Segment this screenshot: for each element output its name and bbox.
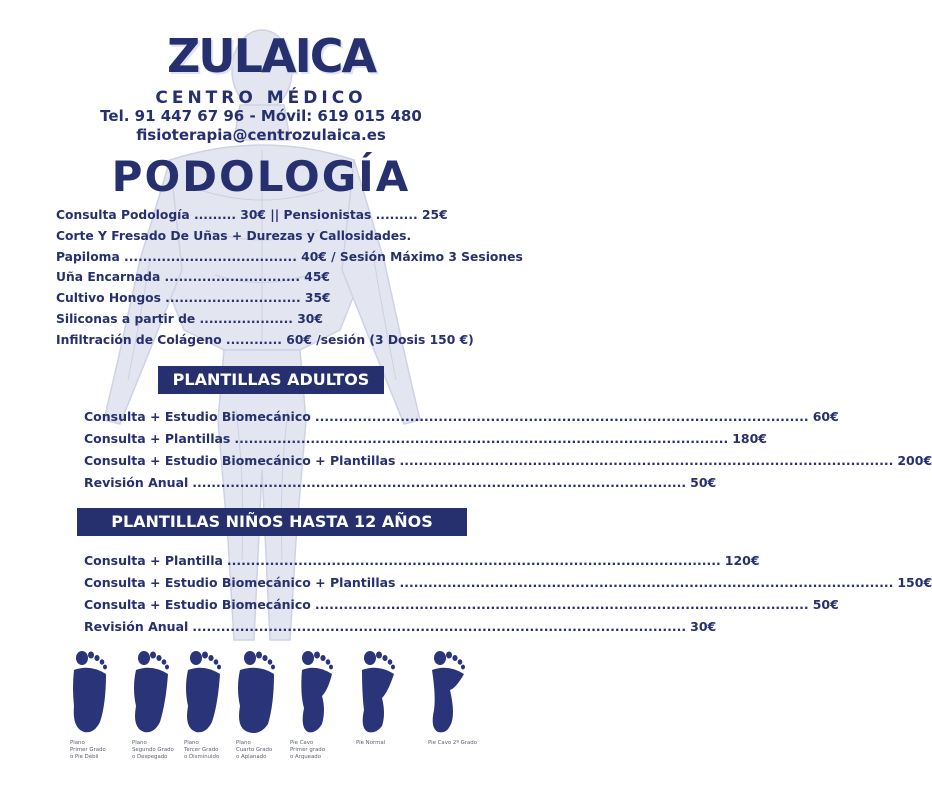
service-line: Papiloma ..................................... 40€ / Sesión Máximo 3 Sesiones [56, 249, 523, 264]
page-title: PODOLOGÍA [111, 152, 411, 201]
footprint-plano-3 [176, 644, 231, 784]
leader-dots: ........................................................................................................ [314, 409, 809, 424]
price-row [84, 409, 839, 431]
footprint-label: Pie Cavo 2º Grado [428, 740, 478, 746]
leader-dots: ........................................................................................................ [192, 475, 687, 490]
leader-dots: ........................................................................................................ [399, 453, 894, 468]
footprint-icon [230, 644, 280, 736]
price-row-label: Consulta + Estudio Biomecánico + Plantillas [84, 575, 396, 590]
price-row [84, 453, 932, 475]
contact-email: fisioterapia@centrozulaica.es [136, 126, 386, 144]
footprint-label: Plano Primer Grado o Pie Débil [70, 740, 106, 760]
footprint-label: Plano Tercer Grado o Disminuido [184, 740, 220, 760]
footprint-label: Plano Segundo Grado o Despegado [132, 740, 174, 760]
leader-dots: ........................................................................................................ [192, 619, 687, 634]
price-row-label: Consulta + Plantilla [84, 553, 223, 568]
contact-phones: Tel. 91 447 67 96 - Móvil: 619 015 480 [100, 107, 422, 125]
price-value: 150€ [897, 575, 932, 590]
zulaica-logo [160, 28, 382, 84]
footprint-plano-2 [122, 644, 177, 784]
price-value: 30€ [690, 619, 717, 634]
price-value: 180€ [732, 431, 768, 446]
price-row [84, 619, 717, 641]
leader-dots: ........................................................................................................ [234, 431, 729, 446]
price-row [84, 553, 760, 575]
footprint-icon [176, 644, 226, 736]
price-row [84, 575, 932, 597]
price-value: 120€ [724, 553, 760, 568]
footprint-icon [420, 644, 470, 736]
footprint-normal [350, 644, 405, 784]
price-value: 50€ [812, 597, 839, 612]
section-heading-ninos: PLANTILLAS NIÑOS HASTA 12 AÑOS [77, 508, 467, 536]
footprint-icon [60, 644, 110, 736]
footprint-icon [350, 644, 400, 736]
footprint-label: Pie Normal [356, 740, 386, 746]
leader-dots: ........................................................................................................ [314, 597, 809, 612]
price-value: 50€ [690, 475, 717, 490]
price-row [84, 475, 717, 497]
price-row-label: Consulta + Estudio Biomecánico [84, 409, 311, 424]
section-heading-adultos: PLANTILLAS ADULTOS [158, 366, 384, 394]
price-list-adultos [84, 409, 932, 497]
footprint-plano-4 [230, 644, 285, 784]
price-row [84, 431, 768, 453]
price-row-label: Revisión Anual [84, 619, 189, 634]
price-row-label: Revisión Anual [84, 475, 189, 490]
footprint-plano-1 [60, 644, 115, 784]
price-row-label: Consulta + Plantillas [84, 431, 231, 446]
footprint-label: Plano Cuarto Grado o Aplanado [236, 740, 273, 760]
price-list-ninos [84, 553, 932, 641]
footprint-cavo-1 [288, 644, 343, 784]
price-row-label: Consulta + Estudio Biomecánico + Plantillas [84, 453, 396, 468]
logo-text: ZULAICA [166, 29, 376, 83]
price-row [84, 597, 839, 619]
service-line: Infiltración de Colágeno ............ 60€ /sesión (3 Dosis 150 €) [56, 332, 474, 347]
footprint-cavo-2 [420, 644, 475, 784]
price-row-label: Consulta + Estudio Biomecánico [84, 597, 311, 612]
footprint-icon [122, 644, 172, 736]
services-list [56, 205, 523, 351]
leader-dots: ........................................................................................................ [226, 553, 721, 568]
service-line: Corte Y Fresado De Uñas + Durezas y Callosidades. [56, 228, 412, 243]
service-line: Uña Encarnada ............................. 45€ [56, 270, 330, 285]
subtitle: CENTRO MÉDICO [155, 88, 367, 108]
service-line: Consulta Podología ......... 30€ || Pensionistas ......... 25€ [56, 208, 448, 222]
price-value: 60€ [812, 409, 839, 424]
footprint-chart [60, 644, 500, 784]
service-line: Siliconas a partir de .................... 30€ [56, 311, 323, 326]
footprint-label: Pie Cavo Primer grado o Arqueado [290, 740, 326, 760]
footprint-icon [288, 644, 338, 736]
leader-dots: ........................................................................................................ [399, 575, 894, 590]
price-value: 200€ [897, 453, 932, 468]
service-line: Cultivo Hongos ............................. 35€ [56, 291, 331, 306]
